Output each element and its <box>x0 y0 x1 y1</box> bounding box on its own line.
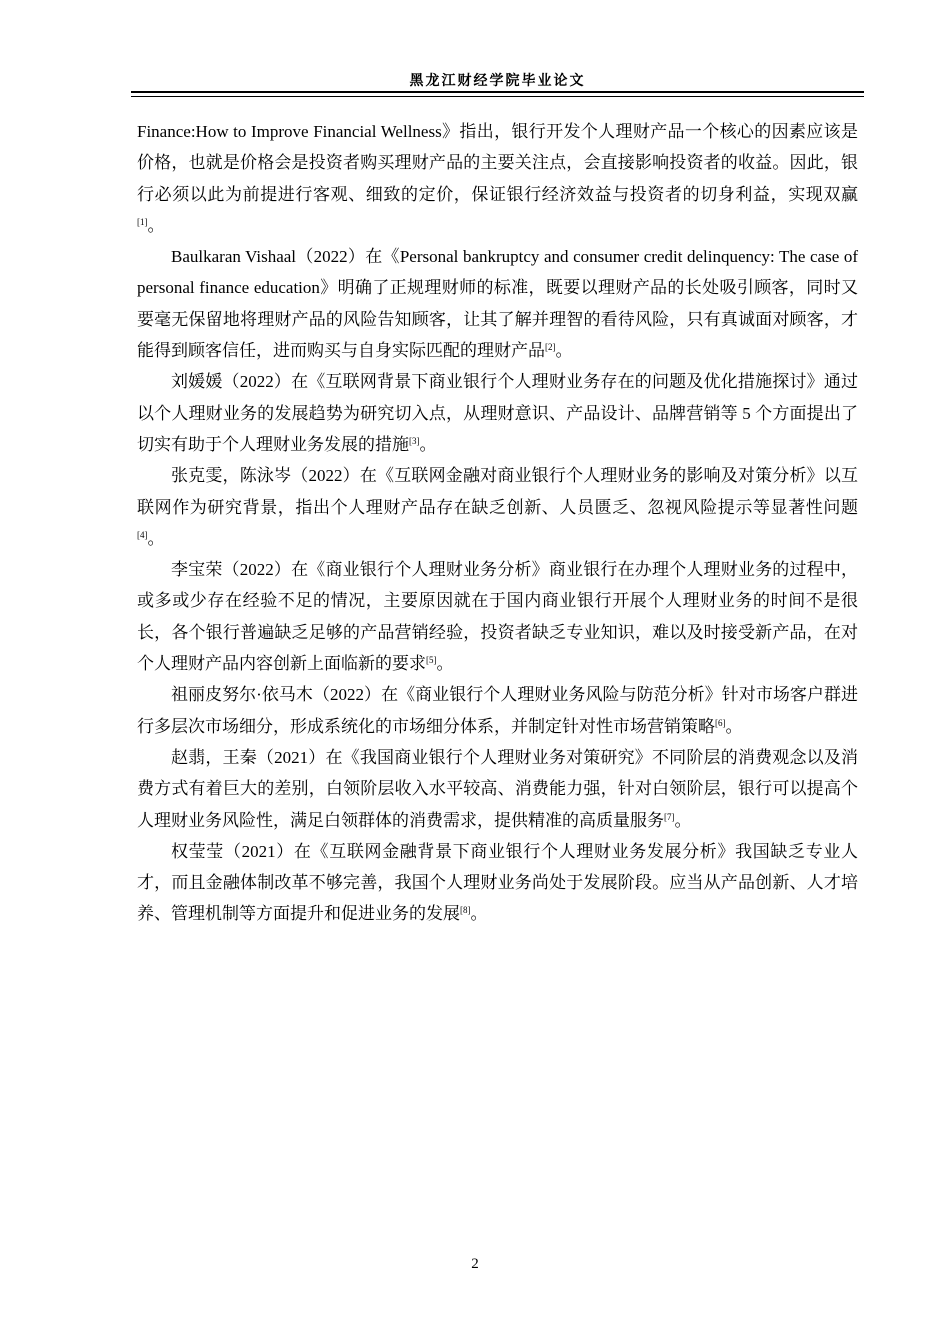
paragraph-end: 。 <box>419 434 437 454</box>
page-number: 2 <box>471 1256 479 1272</box>
citation-ref: [1] <box>137 216 148 227</box>
paragraph-end: 。 <box>555 341 573 361</box>
paragraph-end: 。 <box>147 528 165 548</box>
paragraph-2 <box>137 241 858 366</box>
paragraph-text: 李宝荣（2022）在《商业银行个人理财业务分析》商业银行在办理个人理财业务的过程中，或多或少存在经验不足的情况，主要原因就在于国内商业银行开展个人理财业务的时间不是很长，各个银行普遍缺乏足够的产品营销经验，投资者缺乏专业知识，难以及时接受新产品，在对个人理财产品内容创新上面临新的要求 <box>137 560 858 674</box>
paragraph-text: Baulkaran Vishaal（2022）在《Personal bankruptcy and consumer credit delinquency: The case of personal finance education》明确了正规理财师的标准，既要以理财产品的长处吸引顾客，同时又要毫无保留地将理财产品的风险告知顾客，让其了解并理智的看待风险，只有真诚面对顾客，才能得到顾客信任，进而购买与自身实际匹配的理财产品 <box>137 247 858 361</box>
paragraph-text: 赵翡，王秦（2021）在《我国商业银行个人理财业务对策研究》不同阶层的消费观念以及消费方式有着巨大的差别，白领阶层收入水平较高、消费能力强，针对白领阶层，银行可以提高个人理财业务风险性，满足白领群体的消费需求，提供精准的高质量服务 <box>137 747 858 830</box>
citation-ref: [7] <box>664 811 675 822</box>
paragraph-3 <box>137 366 858 460</box>
paragraph-8 <box>137 836 858 930</box>
paragraph-text: 张克雯，陈泳岑（2022）在《互联网金融对商业银行个人理财业务的影响及对策分析》以互联网作为研究背景，指出个人理财产品存在缺乏创新、人员匮乏、忽视风险提示等显著性问题 <box>137 466 858 517</box>
paragraph-text: Finance:How to Improve Financial Wellness》指出，银行开发个人理财产品一个核心的因素应该是价格，也就是价格会是投资者购买理财产品的主要关注点，会直接影响投资者的收益。因此，银行必须以此为前提进行客观、细致的定价，保证银行经济效益与投资者的切身利益，实现双赢 <box>137 122 858 204</box>
citation-ref: [5] <box>426 655 437 666</box>
header-rule-thin <box>131 96 864 97</box>
paragraph-end: 。 <box>436 654 454 674</box>
paragraph-5 <box>137 554 858 679</box>
body-text <box>137 116 858 930</box>
citation-ref: [6] <box>715 717 726 728</box>
paragraph-text: 祖丽皮努尔·依马木（2022）在《商业银行个人理财业务风险与防范分析》针对市场客户群进行多层次市场细分，形成系统化的市场细分体系，并制定针对性市场营销策略 <box>137 685 858 736</box>
paragraph-4 <box>137 460 858 554</box>
paragraph-1 <box>137 116 858 241</box>
page-header-title: 黑龙江财经学院毕业论文 <box>409 73 586 89</box>
paragraph-7 <box>137 742 858 836</box>
paragraph-6 <box>137 679 858 742</box>
paragraph-text: 刘媛媛（2022）在《互联网背景下商业银行个人理财业务存在的问题及优化措施探讨》通过以个人理财业务的发展趋势为研究切入点，从理财意识、产品设计、品牌营销等 5 个方面提出了切实有助于个人理财业务发展的措施 <box>137 372 858 454</box>
citation-ref: [4] <box>137 529 148 540</box>
citation-ref: [3] <box>409 435 420 446</box>
header-rule-thick <box>131 91 864 93</box>
paragraph-end: 。 <box>725 716 743 736</box>
paragraph-text: 权莹莹（2021）在《互联网金融背景下商业银行个人理财业务发展分析》我国缺乏专业人才，而且金融体制改革不够完善，我国个人理财业务尚处于发展阶段。应当从产品创新、人才培养、管理机制等方面提升和促进业务的发展 <box>137 841 858 924</box>
citation-ref: [2] <box>545 342 556 353</box>
citation-ref: [8] <box>460 905 471 916</box>
paragraph-end: 。 <box>470 904 488 924</box>
paragraph-end: 。 <box>147 215 165 235</box>
paragraph-end: 。 <box>674 810 692 830</box>
